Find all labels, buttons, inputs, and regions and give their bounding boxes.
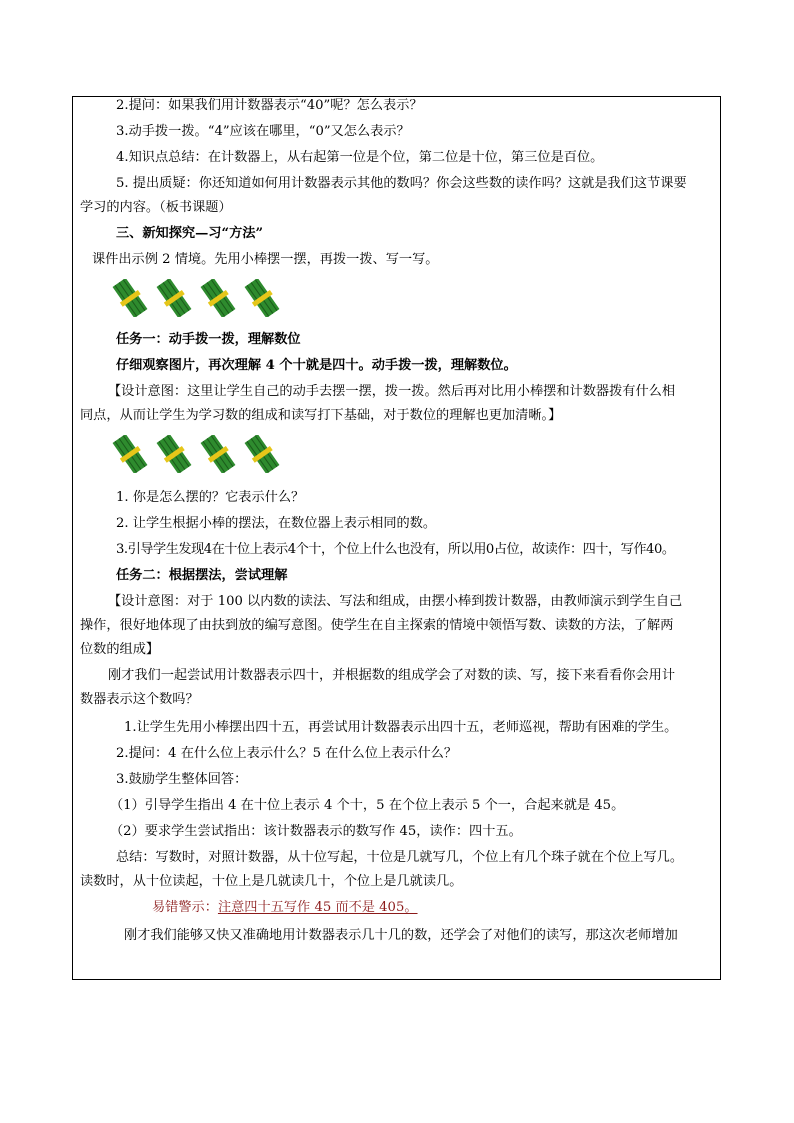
design-intent: 位数的组成】 <box>80 642 160 657</box>
text-line: 数器表示这个数吗？ <box>80 692 199 707</box>
stick-bundle-icon <box>112 279 148 317</box>
text-line: 2. 让学生根据小棒的摆法，在数位器上表示相同的数。 <box>116 516 437 531</box>
lesson-content <box>73 97 720 945</box>
text-line: 2.提问：如果我们用计数器表示“40”呢？怎么表示？ <box>116 98 423 113</box>
lesson-table-cell <box>72 96 721 980</box>
stick-bundle-icon <box>200 279 236 317</box>
warning-text: 注意四十五写作 45 而不是 405。 <box>217 900 418 915</box>
stick-bundle-icon <box>200 435 236 473</box>
text-line: 学习的内容。（板书课题） <box>80 200 232 215</box>
stick-bundle-icon <box>112 435 148 473</box>
text-line: 刚才我们一起尝试用计数器表示四十，并根据数的组成学会了对数的读、写，接下来看看你会用计 <box>108 668 676 683</box>
text-line: 1.让学生先用小棒摆出四十五，再尝试用计数器表示出四十五，老师巡视，帮助有困难的学生。 <box>124 720 678 735</box>
warning-line <box>80 899 714 917</box>
text-line: 2.提问：4 在什么位上表示什么？5 在什么位上表示什么？ <box>116 746 458 761</box>
text-line: 3.动手拨一拨。“4”应该在哪里，“0”又怎么表示？ <box>116 124 410 139</box>
stick-bundles-row-2 <box>112 435 714 479</box>
text-line: 4.知识点总结：在计数器上，从右起第一位是个位，第二位是十位，第三位是百位。 <box>116 150 604 165</box>
text-line: 5. 提出质疑：你还知道如何用计数器表示其他的数吗？你会这些数的读作吗？这就是我们这节课要 <box>116 176 687 191</box>
design-intent: 操作，很好地体现了由扶到放的编写意图。使学生在自主探索的情境中领悟写数、读数的方法，了解两 <box>80 618 674 633</box>
text-line: 3.引导学生发现4在十位上表示4个十，个位上什么也没有，所以用0占位，故读作：四十，写作40。 <box>116 542 675 557</box>
stick-bundle-icon <box>244 435 280 473</box>
text-line: 刚才我们能够又快又准确地用计数器表示几十几的数，还学会了对他们的读写，那这次老师增加 <box>124 928 678 943</box>
summary-line: 读数时，从十位读起，十位上是几就读几十，个位上是几就读几。 <box>80 874 463 889</box>
section-heading: 三、新知探究—习“方法” <box>116 226 264 241</box>
text-line: 课件出示例 2 情境。先用小棒摆一摆，再拨一拨、写一写。 <box>92 252 439 267</box>
stick-bundle-icon <box>156 279 192 317</box>
design-intent: 【设计意图：对于 100 以内数的读法、写法和组成，由摆小棒到拨计数器，由教师演示到学生自己 <box>108 594 683 609</box>
design-intent: 同点，从而让学生为学习数的组成和读写打下基础，对于数位的理解也更加清晰。】 <box>80 408 562 423</box>
task-heading: 任务一：动手拨一拨，理解数位 <box>116 332 301 347</box>
summary-line: 总结：写数时，对照计数器，从十位写起，十位是几就写几，个位上有几个珠子就在个位上写几。 <box>116 850 684 865</box>
text-line: （1）引导学生指出 4 在十位上表示 4 个十，5 在个位上表示 5 个一，合起来就是 45。 <box>110 798 625 813</box>
text-line: （2）要求学生尝试指出：该计数器表示的数写作 45，读作：四十五。 <box>110 824 522 839</box>
text-line: 仔细观察图片，再次理解 4 个十就是四十。动手拨一拨，理解数位。 <box>116 358 517 373</box>
text-line: 3.鼓励学生整体回答： <box>116 772 248 787</box>
warning-label: 易错警示： <box>152 900 218 915</box>
stick-bundle-icon <box>244 279 280 317</box>
design-intent: 【设计意图：这里让学生自己的动手去摆一摆，拨一拨。然后再对比用小棒摆和计数器拨有什么相 <box>108 384 676 399</box>
stick-bundle-icon <box>156 435 192 473</box>
text-line: 1. 你是怎么摆的？它表示什么？ <box>116 490 305 505</box>
task-heading: 任务二：根据摆法，尝试理解 <box>116 568 288 583</box>
stick-bundles-row-1 <box>112 279 714 323</box>
